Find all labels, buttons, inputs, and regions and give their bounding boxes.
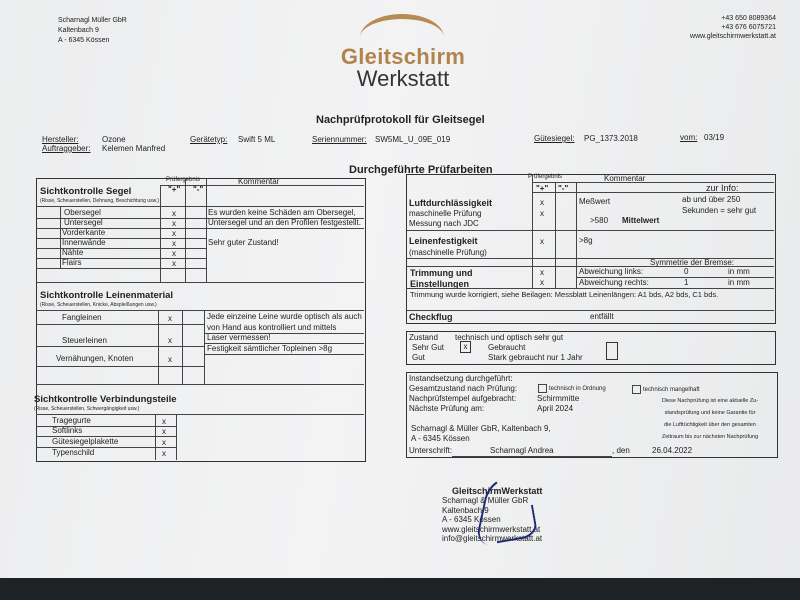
row-flairs: Flairs (62, 258, 82, 267)
option-mangelhaft[interactable]: technisch mangelhaft (632, 385, 700, 394)
option-in-ordnung[interactable]: technisch in Ordnung (538, 384, 606, 393)
vom-value: 03/19 (704, 133, 725, 142)
leinen-comments: Jede einzeine Leine wurde optisch als auch von Hand aus kontrolliert und mittels Laser vermessen! Festigkeit sämtlicher Topleinen >8g (207, 312, 362, 353)
checkbox-mangelhaft[interactable] (632, 385, 641, 394)
symmetrie-label: Symmetrie der Bremse: (650, 258, 735, 267)
mark-leinenfestigkeit: x (540, 237, 544, 246)
unit-links: in mm (728, 267, 750, 276)
mark-guetesiegelplakette: x (162, 438, 166, 447)
row-steuerleinen: Steuerleinen (62, 336, 107, 345)
logo-line-1: Gleitschirm (340, 44, 466, 69)
mittelwert-label: Mittelwert (622, 216, 660, 225)
vom-label: vom: (680, 133, 698, 142)
checkflug-label: Checkflug (409, 312, 453, 322)
auftraggeber-label: Auftraggeber: (42, 144, 91, 153)
row-softlinks: Softlinks (52, 426, 83, 435)
row-obersegel: Obersegel (64, 208, 101, 217)
checkbox-in-ordnung[interactable] (538, 384, 547, 393)
right-plus-header: "+" (536, 184, 549, 193)
verbindung-subtitle: (Risse, Scheuerstellen, Schwergängigkeit usw.) (34, 406, 140, 412)
phone-2: +43 676 6075721 (721, 24, 776, 31)
row-fangleinen: Fangleinen (62, 313, 102, 322)
right-minus-header: "-" (558, 184, 569, 193)
leinenfestigkeit-sub: (maschinelle Prüfung) (409, 248, 487, 257)
stamp-block: Scharnagl & Müller GbR Kaltenbach 9 A - 6345 Kössen www.gleitschirmwerkstatt.at info@gleitschirmwerkstatt.at (442, 496, 543, 543)
unit-rechts: in mm (728, 278, 750, 287)
document-title: Nachprüfprotokoll für Gleitsegel (316, 114, 485, 126)
minus-header: "-" (193, 185, 204, 194)
guetesiegel-value: PG_1373.2018 (584, 134, 638, 143)
instand-address-1: Scharnagl & Müller GbR, Kaltenbach 9, (411, 424, 551, 433)
signature-date: 26.04.2022 (652, 446, 693, 455)
leinenfestigkeit-title: Leinenfestigkeit (409, 236, 478, 246)
mark-typenschild: x (162, 449, 166, 458)
phone-1: +43 650 8089364 (721, 15, 776, 22)
mark-steuerleinen: x (168, 336, 172, 345)
sehr-gut-checkbox[interactable]: x (460, 341, 471, 353)
pruefergebnis-label: Prüfergebnis (166, 177, 201, 183)
guetesiegel-label: Gütesiegel: (534, 134, 575, 143)
logo-line-2: Werkstatt (356, 66, 450, 91)
abweichung-rechts-label: Abweichung rechts: (579, 278, 649, 287)
abweichung-links-value: 0 (684, 267, 689, 276)
luft-line-2: maschinelle Prüfung (409, 209, 482, 218)
zustand-label: Zustand (409, 333, 438, 342)
company-city: A - 6345 Kössen (58, 37, 110, 44)
instand-title: Instandsetzung durchgeführt: (409, 374, 513, 383)
unterschrift-name: Scharnagl Andrea (490, 446, 554, 455)
mark-softlinks: x (162, 427, 166, 436)
website: www.gleitschirmwerkstatt.at (690, 33, 776, 40)
stempel-value: Schirmmitte (537, 394, 580, 403)
stark-gebraucht-label: Stark gebraucht nur 1 Jahr (488, 353, 583, 362)
stempel-label: Nachprüfstempel aufgebracht: (409, 394, 517, 403)
company-address (58, 16, 127, 46)
mark-trimmung-1: x (540, 268, 544, 277)
mark-untersegel: x (172, 219, 176, 228)
luft-value: >580 (590, 216, 609, 225)
instand-address-2: A - 6345 Kössen (411, 434, 470, 443)
zur-info: zur Info: (706, 183, 739, 193)
row-tragegurte: Tragegurte (52, 416, 91, 425)
right-pruefergebnis-label: Prüfergebnis (528, 174, 563, 180)
mark-trimmung-2: x (540, 278, 544, 287)
company-name: Scharnagl Müller GbR (58, 17, 127, 24)
mark-vorderkante: x (172, 229, 176, 238)
row-vorderkante: Vorderkante (62, 228, 106, 237)
row-vernaehungen: Vernähungen, Knoten (56, 354, 134, 363)
segel-title: Sichtkontrolle Segel (40, 186, 132, 197)
kommentar-header: Kommentar (238, 177, 280, 186)
seriennummer-value: SW5ML_U_09E_019 (375, 135, 451, 144)
stark-gebraucht-checkbox[interactable] (606, 342, 618, 360)
stamp-logo: GleitschirmWerkstatt (452, 486, 543, 496)
luft-title: Luftdurchlässigkeit (409, 198, 493, 208)
mark-tragegurte: x (162, 417, 166, 426)
verbindung-title: Sichtkontrolle Verbindungsteile (34, 394, 177, 405)
sehr-gut-label: Sehr Gut (412, 343, 445, 352)
row-guetesiegelplakette: Gütesiegelplakette (52, 437, 119, 446)
company-street: Kaltenbach 9 (58, 27, 99, 34)
geraetetyp-label: Gerätetyp: (190, 135, 228, 144)
den-label: , den (612, 446, 630, 455)
gut-label: Gut (412, 353, 425, 362)
checkflug-value: entfällt (590, 312, 614, 321)
meta-row: Hersteller: (42, 135, 79, 144)
luft-info-2: Sekunden = sehr gut (682, 206, 757, 215)
pruefung-disclaimer: Diese Nachprüfung ist eine aktuelle Zu- standsprüfung und keine Garantie für die Lufttüchtigkeit über den gesamten Zeitraum bis zur nächsten Nachprüfung (661, 398, 759, 440)
mark-luft-1: x (540, 198, 544, 207)
leinen-subtitle: (Risse, Scheuerstellen, Knicke, Abspleißungen usw.) (40, 302, 157, 308)
section-title: Durchgeführte Prüfarbeiten (349, 164, 493, 176)
hersteller-value: Ozone (102, 135, 126, 144)
unterschrift-label: Unterschrift: (409, 446, 453, 455)
abweichung-rechts-value: 1 (684, 278, 689, 287)
gebraucht-label: Gebraucht (488, 343, 526, 352)
naechste-pruefung-label: Nächste Prüfung am: (409, 404, 485, 413)
mark-fangleinen: x (168, 314, 172, 323)
auftraggeber-value: Kelemen Manfred (102, 144, 166, 153)
plus-header: "+" (168, 185, 181, 194)
gesamtzustand-label: Gesamtzustand nach Prüfung: (409, 384, 518, 393)
geraetetyp-value: Swift 5 ML (238, 135, 276, 144)
trimmung-note: Trimmung wurde korrigiert, siehe Beilagen: Messblatt Leinenlängen: A1 bds, A2 bds, C1 bds. (410, 290, 719, 299)
comment-untersegel: Untersegel und an den Profilen festgestellt. (208, 218, 361, 227)
seriennummer-label: Seriennummer: (312, 135, 367, 144)
mark-vernaehungen: x (168, 355, 172, 364)
row-innenwaende: Innenwände (62, 238, 106, 247)
mark-flairs: x (172, 259, 176, 268)
comment-innenwaende: Sehr guter Zustand! (208, 238, 279, 247)
mark-obersegel: x (172, 209, 176, 218)
luft-info-1: ab und über 250 (682, 195, 741, 204)
leinen-title: Sichtkontrolle Leinenmaterial (40, 290, 174, 301)
messwert-label: Meßwert (579, 197, 611, 206)
desk-background (0, 578, 800, 600)
luft-line-3: Messung nach JDC (409, 219, 479, 228)
mark-luft-2: x (540, 209, 544, 218)
abweichung-links-label: Abweichung links: (579, 267, 644, 276)
row-naehte: Nähte (62, 248, 84, 257)
row-untersegel: Untersegel (64, 218, 103, 227)
comment-obersegel: Es wurden keine Schäden am Obersegel, (208, 208, 356, 217)
contact-block (640, 14, 776, 41)
naechste-pruefung-value: April 2024 (537, 404, 574, 413)
trimmung-title-1: Trimmung und (410, 268, 473, 278)
row-typenschild: Typenschild (52, 448, 95, 457)
right-kommentar-header: Kommentar (604, 174, 646, 183)
leinenfestigkeit-value: >8g (579, 236, 593, 245)
zustand-header: technisch und optisch sehr gut (455, 333, 564, 342)
mark-naehte: x (172, 249, 176, 258)
mark-innenwaende: x (172, 239, 176, 248)
segel-subtitle: (Risse, Scheuerstellen, Dehnung, Beschichtung usw.) (40, 198, 159, 204)
trimmung-title-2: Einstellungen (410, 279, 470, 289)
